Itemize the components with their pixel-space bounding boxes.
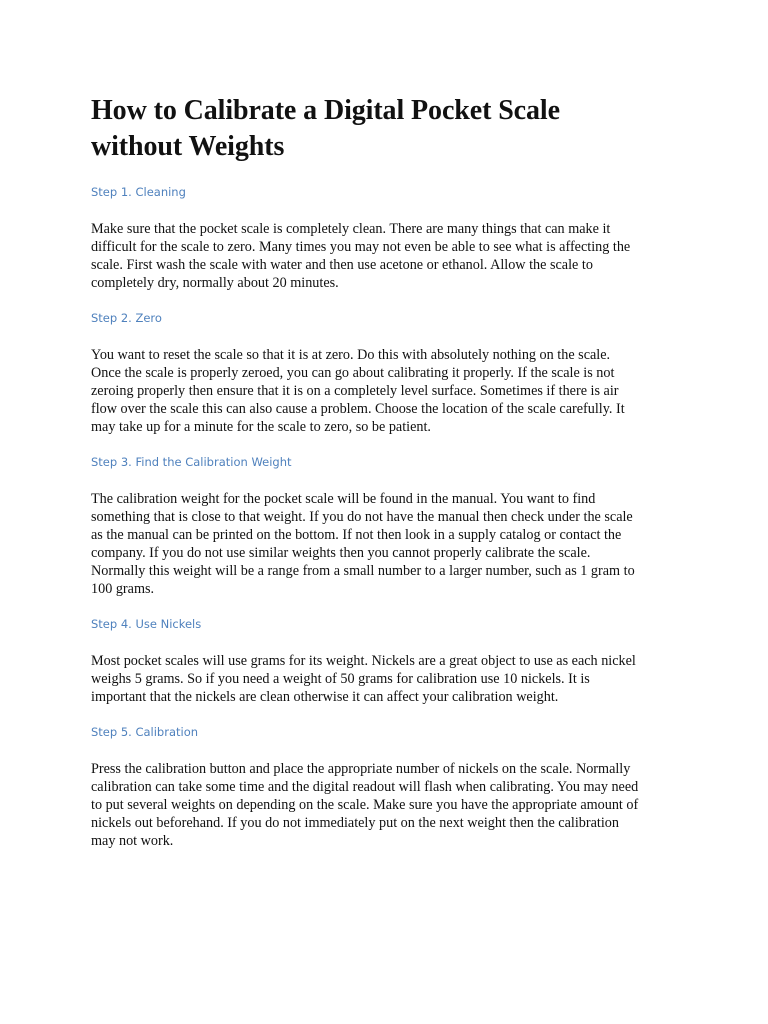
paragraph-line: Once the scale is properly zeroed, you can go about calibrating it properly. If the scale is not: [91, 365, 615, 381]
document-content: [91, 93, 681, 850]
paragraph-line: Press the calibration button and place the appropriate number of nickels on the scale. Normally: [91, 761, 631, 777]
step-heading-cleaning: Step 1. Cleaning: [91, 185, 186, 199]
paragraph-line: difficult for the scale to zero. Many times you may not even be able to see what is affecting the: [91, 239, 631, 255]
paragraph-line: calibration can take some time and the digital readout will flash when calibrating. You may need: [91, 779, 639, 795]
paragraph-line: to put several weights on depending on the scale. Make sure you have the appropriate amount of: [91, 797, 639, 813]
paragraph-line: may not work.: [91, 833, 174, 849]
step-paragraph-find-calibration-weight: [91, 490, 681, 598]
paragraph-line: Most pocket scales will use grams for its weight. Nickels are a great object to use as each nickel: [91, 653, 636, 669]
paragraph-line: completely dry, normally about 20 minutes.: [91, 275, 339, 291]
step-heading-calibration: Step 5. Calibration: [91, 725, 199, 739]
step-heading-zero: Step 2. Zero: [91, 311, 162, 325]
step-paragraph-calibration: [91, 760, 681, 850]
paragraph-line: company. If you do not use similar weights then you cannot properly calibrate the scale.: [91, 545, 591, 561]
paragraph-line: Normally this weight will be a range from a small number to a larger number, such as 1 gram to: [91, 563, 635, 579]
paragraph-line: flow over the scale this can also cause a problem. Choose the location of the scale carefully. It: [91, 401, 625, 417]
paragraph-line: You want to reset the scale so that it is at zero. Do this with absolutely nothing on the scale.: [91, 347, 611, 363]
step-paragraph-zero: [91, 346, 681, 436]
paragraph-line: The calibration weight for the pocket scale will be found in the manual. You want to find: [91, 491, 596, 507]
title-line: How to Calibrate a Digital Pocket Scale: [91, 95, 560, 126]
paragraph-line: scale. First wash the scale with water and then use acetone or ethanol. Allow the scale to: [91, 257, 593, 273]
paragraph-line: weighs 5 grams. So if you need a weight of 50 grams for calibration use 10 nickels. It is: [91, 671, 590, 687]
paragraph-line: nickels out beforehand. If you do not immediately put on the next weight then the calibration: [91, 815, 619, 831]
paragraph-line: zeroing properly then ensure that it is on a completely level surface. Sometimes if there is air: [91, 383, 619, 399]
title-line: without Weights: [91, 131, 285, 162]
step-heading-use-nickels: Step 4. Use Nickels: [91, 617, 202, 631]
paragraph-line: 100 grams.: [91, 581, 155, 597]
paragraph-line: may take up for a minute for the scale to zero, so be patient.: [91, 419, 431, 435]
paragraph-line: Make sure that the pocket scale is completely clean. There are many things that can make it: [91, 221, 611, 237]
paragraph-line: as the manual can be printed on the bottom. If not then look in a supply catalog or contact the: [91, 527, 622, 543]
document-title: [91, 93, 681, 165]
step-heading-find-calibration-weight: Step 3. Find the Calibration Weight: [91, 455, 292, 469]
paragraph-line: important that the nickels are clean otherwise it can affect your calibration weight.: [91, 689, 559, 705]
paragraph-line: something that is close to that weight. If you do not have the manual then check under the scale: [91, 509, 633, 525]
step-paragraph-use-nickels: [91, 652, 681, 706]
step-paragraph-cleaning: [91, 220, 681, 292]
